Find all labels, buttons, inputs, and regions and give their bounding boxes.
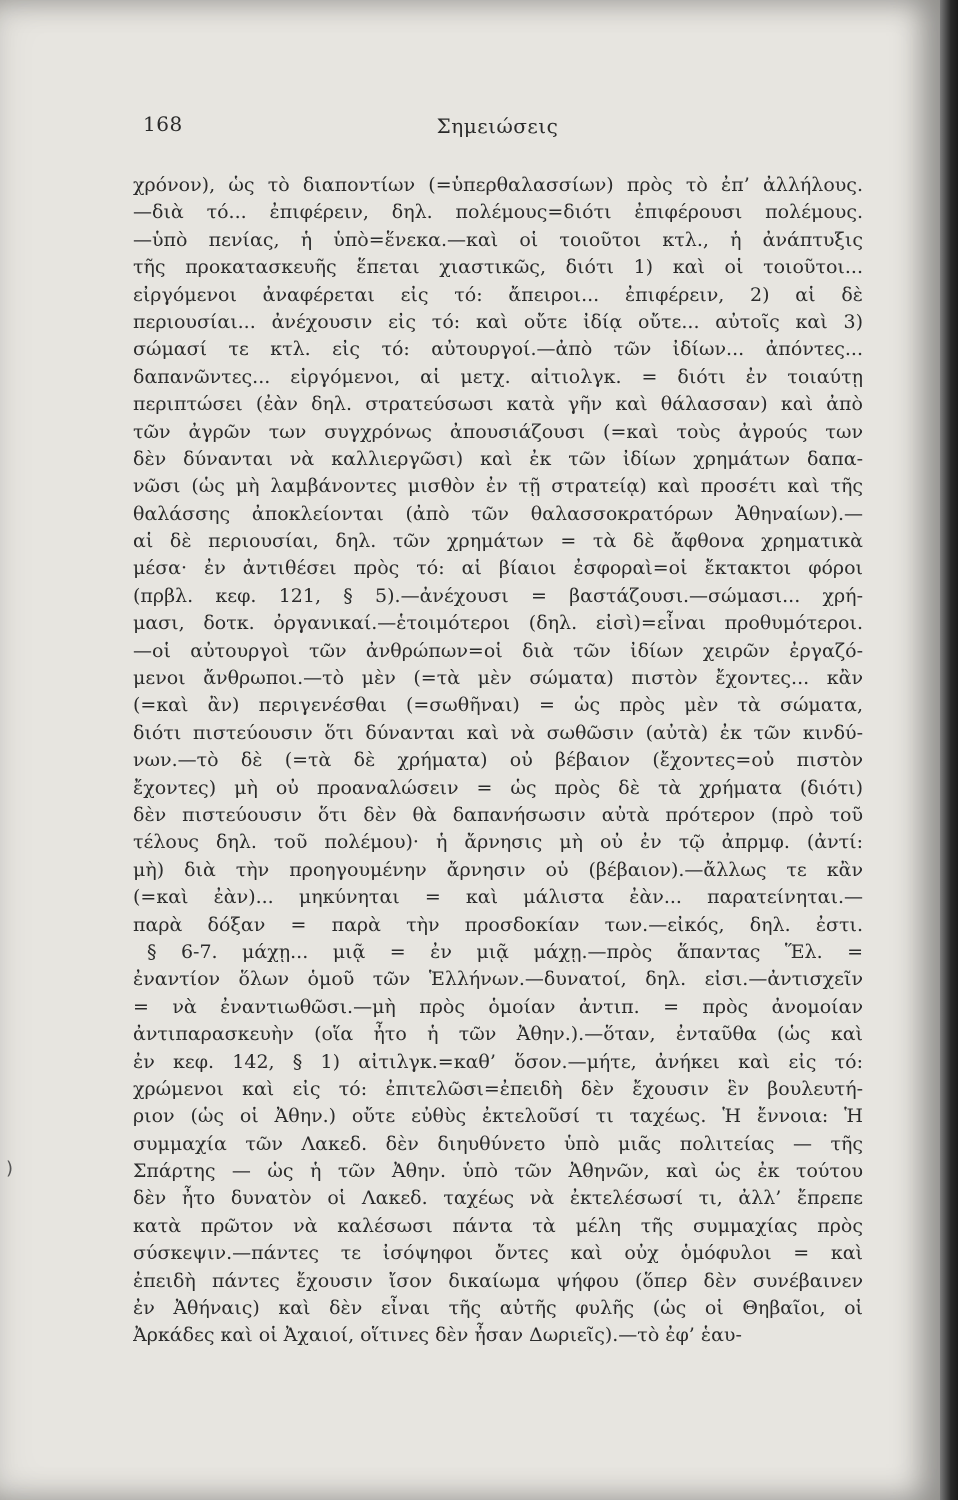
text-line: θαλάσσης ἀποκλείονται (ἀπὸ τῶν θαλασσοκρατόρων Ἀθηναίων).— — [133, 502, 863, 525]
page-header — [135, 112, 860, 152]
text-line: ἐν κεφ. 142, § 1) αἰτιλγκ.=καθ’ ὅσον.—μήτε, ἀνήκει καὶ εἰς τό: — [133, 1050, 863, 1073]
text-line: σύσκεψιν.—πάντες τε ἰσόψηφοι ὄντες καὶ οὐχ ὁμόφυλοι = καὶ — [133, 1242, 863, 1265]
text-line: ἔχοντες) μὴ οὐ προαναλώσειν = ὡς πρὸς δὲ τὰ χρήματα (διότι) — [133, 776, 863, 799]
text-line: χρώμενοι καὶ εἰς τό: ἐπιτελῶσι=ἐπειδὴ δὲν ἔχουσιν ἓν βουλευτή- — [133, 1077, 863, 1100]
section-start-line: § 6-7. μάχῃ... μιᾷ = ἐν μιᾷ μάχῃ.—πρὸς ἅπαντας Ἕλ. = — [147, 940, 863, 963]
text-line: περιουσίαι... ἀνέχουσιν εἰς τό: καὶ οὔτε ἰδίᾳ οὔτε... αὐτοῖς καὶ 3) — [133, 310, 863, 333]
text-line: μενοι ἄνθρωποι.—τὸ μὲν (=τὰ μὲν σώματα) πιστὸν ἔχοντες... κἂν — [133, 667, 863, 690]
text-line: δὲν δύνανται νὰ καλλιεργῶσι) καὶ ἐκ τῶν ἰδίων χρημάτων δαπα- — [133, 447, 863, 470]
text-line: κατὰ πρῶτον νὰ καλέσωσι πάντα τὰ μέλη τῆς συμμαχίας πρὸς — [133, 1214, 863, 1237]
text-line: δὲν ἦτο δυνατὸν οἱ Λακεδ. ταχέως νὰ ἐκτελέσωσί τι, ἀλλ’ ἔπρεπε — [133, 1187, 863, 1210]
notes-body — [133, 172, 863, 1350]
text-line: (=καὶ ἂν) περιγενέσθαι (=σωθῆναι) = ὡς πρὸς μὲν τὰ σώματα, — [133, 694, 863, 717]
text-line: μασι, δοτκ. ὀργανικαί.—ἑτοιμότεροι (δηλ. εἰσὶ)=εἶναι προθυμότεροι. — [133, 612, 863, 635]
text-line: νῶσι (ὡς μὴ λαμβάνοντες μισθὸν ἐν τῇ στρατείᾳ) καὶ προσέτι καὶ τῆς — [133, 475, 863, 498]
text-line: = νὰ ἐναντιωθῶσι.—μὴ πρὸς ὁμοίαν ἀντιπ. = πρὸς ἀνομοίαν — [133, 995, 863, 1018]
text-line: τέλους δηλ. τοῦ πολέμου)· ἡ ἄρνησις μὴ οὐ ἐν τῷ ἀπρμφ. (ἀντί: — [133, 831, 863, 854]
text-line: ἐπειδὴ πάντες ἔχουσιν ἴσον δικαίωμα ψήφου (ὅπερ δὲν συνέβαινεν — [133, 1269, 863, 1292]
running-title: Σημειώσεις — [436, 114, 559, 138]
text-line: χρόνον), ὡς τὸ διαποντίων (=ὑπερθαλασσίων) πρὸς τὸ ἐπ’ ἀλλήλους. — [133, 174, 863, 196]
text-line: —διὰ τό... ἐπιφέρειν, δηλ. πολέμους=διότι ἐπιφέρουσι πολέμους. — [133, 201, 863, 224]
text-line: διότι πιστεύουσιν ὅτι δύνανται καὶ νὰ σωθῶσιν (αὐτὰ) ἐκ τῶν κινδύ- — [133, 721, 863, 744]
text-line: δὲν πιστεύουσιν ὅτι δὲν θὰ δαπανήσωσιν αὐτὰ πρότερον (πρὸ τοῦ — [133, 803, 863, 826]
page-number: 168 — [143, 112, 183, 136]
text-line: ριον (ὡς οἱ Ἀθην.) οὔτε εὐθὺς ἐκτελοῦσί τι ταχέως. Ἡ ἔννοια: Ἡ — [133, 1105, 863, 1128]
text-line: (=καὶ ἐὰν)... μηκύνηται = καὶ μάλιστα ἐὰν... παρατείνηται.— — [133, 886, 863, 909]
text-line: παρὰ δόξαν = παρὰ τὴν προσδοκίαν των.—εἰκός, δηλ. ἐστι. — [133, 913, 863, 936]
text-line: —οἱ αὐτουργοὶ τῶν ἀνθρώπων=οἱ διὰ τῶν ἰδίων χειρῶν ἐργαζό- — [133, 639, 863, 662]
text-line: ἀντιπαρασκευὴν (οἵα ἦτο ἡ τῶν Ἀθην.).—ὅταν, ἐνταῦθα (ὡς καὶ — [133, 1023, 863, 1046]
text-line: μὴ) διὰ τὴν προηγουμένην ἄρνησιν οὐ (βέβαιον).—ἄλλως τε κἂν — [133, 858, 863, 881]
text-line: ἐναντίον ὅλων ὁμοῦ τῶν Ἑλλήνων.—δυνατοί, δηλ. εἰσι.—ἀντισχεῖν — [133, 968, 863, 991]
text-line: συμμαχία τῶν Λακεδ. δὲν διηυθύνετο ὑπὸ μιᾶς πολιτείας — τῆς — [133, 1132, 863, 1155]
text-line: ἐν Ἀθήναις) καὶ δὲν εἶναι τῆς αὐτῆς φυλῆς (ὡς οἱ Θηβαῖοι, οἱ — [133, 1297, 863, 1320]
text-line: τῆς προκατασκευῆς ἕπεται χιαστικῶς, διότι 1) καὶ οἱ τοιοῦτοι... — [133, 256, 863, 279]
text-line: Σπάρτης — ὡς ἡ τῶν Ἀθην. ὑπὸ τῶν Ἀθηνῶν, καὶ ὡς ἐκ τούτου — [133, 1160, 863, 1183]
text-line: περιπτώσει (ἐὰν δηλ. στρατεύσωσι κατὰ γῆν καὶ θάλασσαν) καὶ ἀπὸ — [133, 393, 863, 416]
text-line: (πρβλ. κεφ. 121, § 5).—ἀνέχουσι = βαστάζουσι.—σώμασι... χρή- — [133, 584, 863, 607]
text-line: δαπανῶντες... εἰργόμενοι, αἱ μετχ. αἰτιολγκ. = διότι ἐν τοιαύτῃ — [133, 365, 863, 388]
text-line: σώμασί τε κτλ. εἰς τό: αὐτουργοί.—ἀπὸ τῶν ἰδίων... ἀπόντες... — [133, 338, 863, 361]
text-line: μέσα· ἐν ἀντιθέσει πρὸς τό: αἱ βίαιοι ἐσφοραὶ=οἱ ἔκτακτοι φόροι — [133, 557, 863, 580]
page-edge-shadow — [940, 0, 958, 1500]
text-line: Ἀρκάδες καὶ οἱ Ἀχαιοί, οἵτινες δὲν ἦσαν Δωριεῖς).—τὸ ἐφ’ ἑαυ- — [133, 1324, 742, 1347]
margin-mark: ) — [6, 1158, 14, 1179]
text-line: νων.—τὸ δὲ (=τὰ δὲ χρήματα) οὐ βέβαιον (ἔχοντες=οὐ πιστὸν — [133, 749, 863, 772]
text-line: εἰργόμενοι ἀναφέρεται εἰς τό: ἄπειροι... ἐπιφέρειν, 2) αἱ δὲ — [133, 283, 863, 306]
text-line: —ὑπὸ πενίας, ἡ ὑπὸ=ἕνεκα.—καὶ οἱ τοιοῦτοι κτλ., ἡ ἀνάπτυξις — [133, 228, 863, 251]
text-line: τῶν ἀγρῶν των συγχρόνως ἀπουσιάζουσι (=καὶ τοὺς ἀγρούς των — [133, 420, 863, 443]
text-line: αἱ δὲ περιουσίαι, δηλ. τῶν χρημάτων = τὰ δὲ ἄφθονα χρηματικὰ — [133, 530, 863, 553]
